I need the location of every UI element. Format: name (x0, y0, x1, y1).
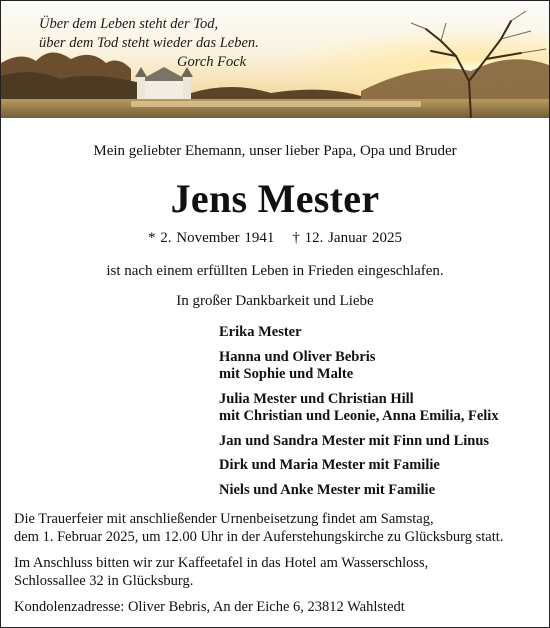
quote-author: Gorch Fock (177, 54, 247, 70)
quote (39, 15, 259, 72)
quote-line-1: Über dem Leben steht der Tod, (39, 16, 219, 32)
family-entry (219, 324, 499, 342)
deceased-name: Jens Mester (170, 176, 380, 221)
death-date: † 12. Januar 2025 (292, 230, 402, 246)
quote-line-2: über dem Tod steht wieder das Leben. (39, 35, 259, 51)
life-dates (1, 230, 549, 247)
family-list (219, 324, 499, 506)
birth-date: * 2. November 1941 (148, 230, 275, 246)
family-entry (219, 482, 499, 500)
family-line: mit Sophie und Malte (219, 366, 354, 382)
reception-notice (14, 554, 544, 590)
footer-notes (14, 510, 544, 624)
family-entry (219, 391, 499, 426)
condolence-address: Kondolenzadresse: Oliver Bebris, An der Eiche 6, 23812 Wahlstedt (14, 599, 405, 615)
family-line: Hanna und Oliver Bebris (219, 348, 376, 365)
passing-text: ist nach einem erfüllten Leben in Frieden eingeschlafen. (106, 263, 444, 279)
family-line: mit Christian und Leonie, Anna Emilia, Felix (219, 408, 499, 424)
header-photo (1, 1, 549, 119)
family-line: Erika Mester (219, 324, 302, 340)
family-line: Dirk und Maria Mester mit Familie (219, 457, 440, 473)
reception-line: Schlossallee 32 in Glücksburg. (14, 573, 194, 589)
family-line: Julia Mester und Christian Hill (219, 390, 414, 407)
funeral-line: dem 1. Februar 2025, um 12.00 Uhr in der Auferstehungskirche zu Glücksburg statt. (14, 529, 504, 545)
gratitude-text: In großer Dankbarkeit und Liebe (176, 293, 374, 309)
intro-text: Mein geliebter Ehemann, unser lieber Papa, Opa und Bruder (93, 143, 457, 159)
family-line: Jan und Sandra Mester mit Finn und Linus (219, 432, 490, 449)
funeral-line: Die Trauerfeier mit anschließender Urnenbeisetzung findet am Samstag, (14, 511, 434, 527)
family-entry (219, 433, 499, 451)
family-entry (219, 349, 499, 384)
family-line: Niels und Anke Mester mit Familie (219, 481, 436, 498)
family-entry (219, 457, 499, 475)
reception-line: Im Anschluss bitten wir zur Kaffeetafel in das Hotel am Wasserschloss, (14, 555, 429, 571)
funeral-notice (14, 510, 544, 546)
